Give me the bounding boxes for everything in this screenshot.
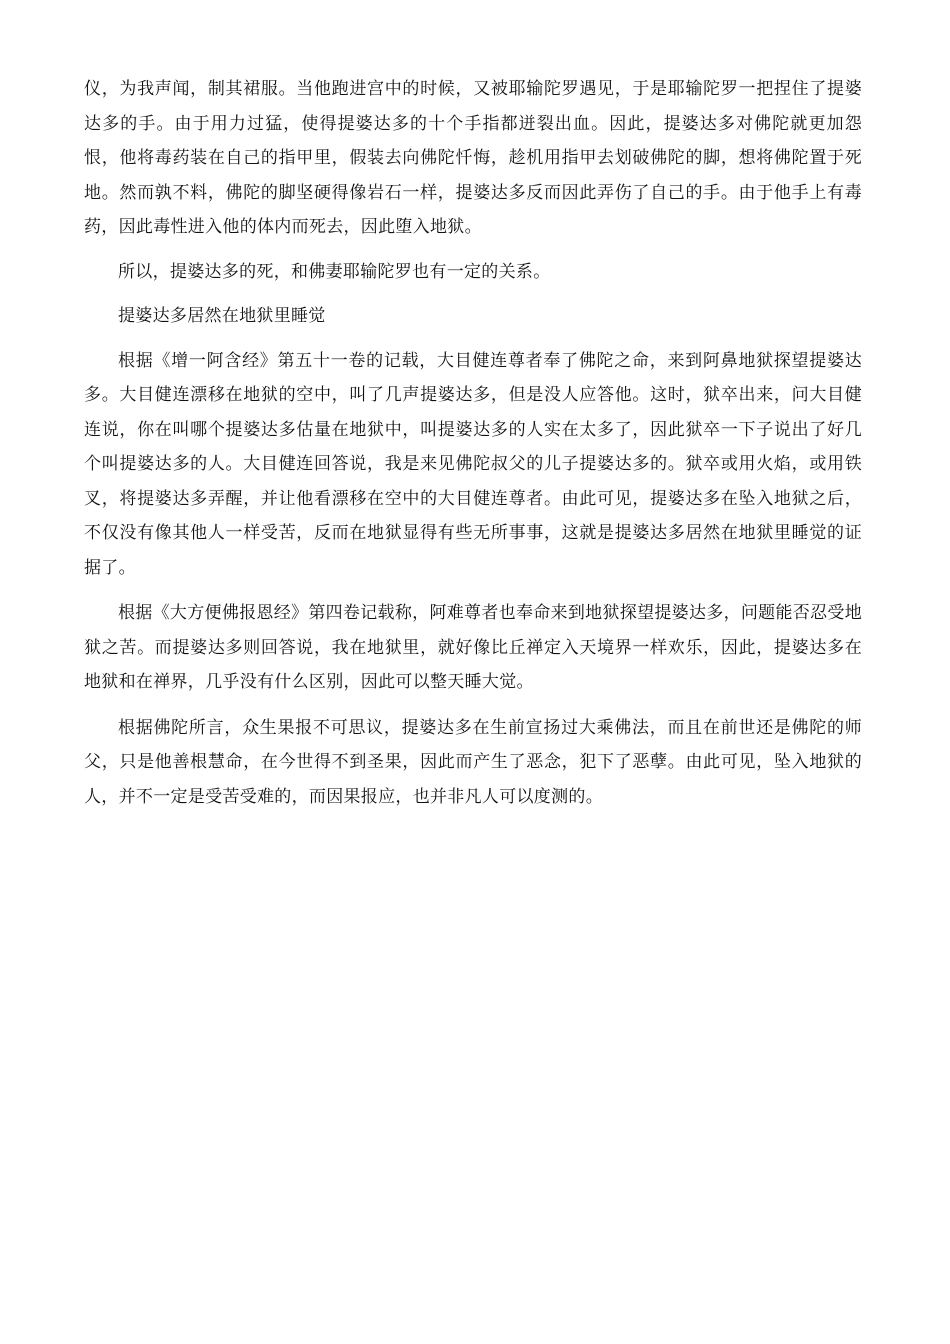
- document-body: [84, 72, 862, 814]
- paragraph-conclusion: 所以，提婆达多的死，和佛妻耶输陀罗也有一定的关系。: [118, 261, 551, 282]
- section-heading: 提婆达多居然在地狱里睡觉: [118, 306, 326, 326]
- paragraph-ekottara-agama: 根据《增一阿含经》第五十一卷的记载，大目健连尊者奉了佛陀之命，来到阿鼻地狱探望提婆达多。大目健连漂移在地狱的空中，叫了几声提婆达多，但是没人应答他。这时，狱卒出来，问大目健连说，你在叫哪个提婆达多估量在地狱中，叫提婆达多的人实在太多了，因此狱卒一下子说出了好几个叫提婆达多的人。大目健连回答说，我是来见佛陀叔父的儿子提婆达多的。狱卒或用火焰，或用铁叉，将提婆达多弄醒，并让他看漂移在空中的大目健连尊者。由此可见，提婆达多在坠入地狱之后，不仅没有像其他人一样受苦，反而在地狱显得有些无所事事，这就是提婆达多居然在地狱里睡觉的证据了。: [84, 350, 862, 578]
- paragraph-continuation: 仪，为我声闻，制其裙服。当他跑进宫中的时候，又被耶输陀罗遇见，于是耶输陀罗一把捏住了提婆达多的手。由于用力过猛，使得提婆达多的十个手指都迸裂出血。因此，提婆达多对佛陀就更加怨恨，他将毒药装在自己的指甲里，假装去向佛陀忏悔，趁机用指甲去划破佛陀的脚，想将佛陀置于死地。然而孰不料，佛陀的脚坚硬得像岩石一样，提婆达多反而因此弄伤了自己的手。由于他手上有毒药，因此毒性进入他的体内而死去，因此堕入地狱。: [84, 79, 862, 237]
- paragraph-karma: 根据佛陀所言，众生果报不可思议，提婆达多在生前宣扬过大乘佛法，而且在前世还是佛陀的师父，只是他善根慧命，在今世得不到圣果，因此而产生了恶念，犯下了恶孽。由此可见，坠入地狱的人，并不一定是受苦受难的，而因果报应，也并非凡人可以度测的。: [84, 717, 862, 807]
- paragraph-bao-en-jing: 根据《大方便佛报恩经》第四卷记载称，阿难尊者也奉命来到地狱探望提婆达多，问题能否忍受地狱之苦。而提婆达多则回答说，我在地狱里，就好像比丘禅定入天境界一样欢乐，因此，提婆达多在地狱和在禅界，几乎没有什么区别，因此可以整天睡大觉。: [84, 603, 862, 692]
